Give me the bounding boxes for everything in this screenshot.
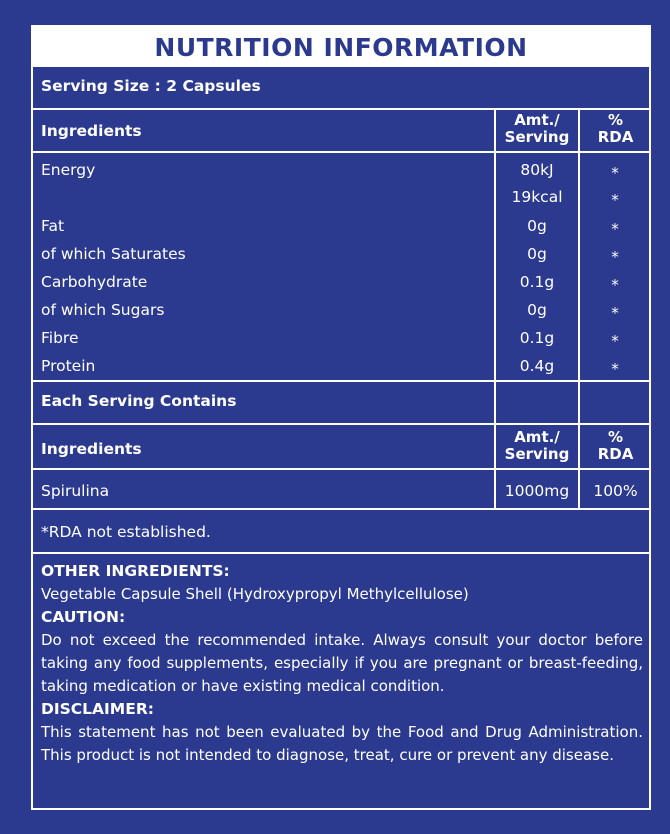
nutrient-name: Carbohydrate <box>41 273 148 291</box>
other-ingredients-section <box>41 560 643 767</box>
rda-header <box>580 429 651 463</box>
nutrient-amount: 0g <box>527 217 547 235</box>
nutrient-rda: * <box>611 304 619 322</box>
nutrient-rda: * <box>611 191 619 209</box>
caution-heading: CAUTION: <box>41 608 126 626</box>
nutrient-amount: 0.1g <box>519 329 555 347</box>
nutrient-name: Protein <box>41 357 96 375</box>
ingredient-amount: 1000mg <box>504 482 570 500</box>
rda-header-line2: RDA <box>597 445 634 463</box>
divider <box>33 151 649 153</box>
rda-header-line1: % <box>607 428 624 446</box>
nutrient-amount: 0g <box>527 245 547 263</box>
nutrient-rda: * <box>611 360 619 378</box>
column-divider <box>494 108 496 380</box>
amount-header-line1: Amt./ <box>514 111 560 129</box>
nutrient-amount: 0.4g <box>519 357 555 375</box>
nutrient-amount: 19kcal <box>511 188 563 206</box>
disclaimer-text: This statement has not been evaluated by the Food and Drug Administration. This product is not intended to diagnose, treat, cure or prevent any disease. <box>41 723 643 764</box>
nutrient-name: Fat <box>41 217 65 235</box>
divider <box>33 508 649 510</box>
nutrient-rda: * <box>611 332 619 350</box>
each-serving-heading: Each Serving Contains <box>41 392 237 410</box>
amount-header-line2: Serving <box>504 445 570 463</box>
ingredient-name: Spirulina <box>41 482 110 500</box>
nutrient-rda: * <box>611 276 619 294</box>
divider <box>33 380 649 382</box>
divider <box>33 552 649 554</box>
divider <box>33 108 649 110</box>
rda-header <box>580 112 651 146</box>
rda-header-line2: RDA <box>597 128 634 146</box>
ingredients-header: Ingredients <box>41 440 142 458</box>
nutrient-name: of which Saturates <box>41 245 186 263</box>
nutrient-name: Fibre <box>41 329 79 347</box>
amount-header-line1: Amt./ <box>514 428 560 446</box>
disclaimer-heading: DISCLAIMER: <box>41 700 154 718</box>
amount-per-serving-header <box>496 429 578 463</box>
rda-header-line1: % <box>607 111 624 129</box>
serving-size: Serving Size : 2 Capsules <box>41 77 261 95</box>
nutrient-rda: * <box>611 248 619 266</box>
ingredient-rda: 100% <box>593 482 638 500</box>
nutrient-amount: 0.1g <box>519 273 555 291</box>
column-divider <box>578 380 580 508</box>
nutrition-label <box>31 25 651 810</box>
divider <box>33 468 649 470</box>
nutrient-amount: 0g <box>527 301 547 319</box>
amount-per-serving-header <box>496 112 578 146</box>
nutrient-rda: * <box>611 164 619 182</box>
amount-header-line2: Serving <box>504 128 570 146</box>
divider <box>33 423 649 425</box>
rda-footnote: *RDA not established. <box>41 523 211 541</box>
other-ingredients-text: Vegetable Capsule Shell (Hydroxypropyl Methylcellulose) <box>41 585 469 603</box>
column-divider <box>494 380 496 508</box>
nutrient-rda: * <box>611 220 619 238</box>
page-title: NUTRITION INFORMATION <box>33 27 649 67</box>
ingredients-header: Ingredients <box>41 122 142 140</box>
other-ingredients-heading: OTHER INGREDIENTS: <box>41 562 230 580</box>
caution-text: Do not exceed the recommended intake. Always consult your doctor before taking any food supplements, especially if you are pregnant or breast-feeding, taking medication or have existing medical condition. <box>41 631 643 695</box>
column-divider <box>578 108 580 380</box>
nutrient-name: of which Sugars <box>41 301 165 319</box>
nutrient-name: Energy <box>41 161 96 179</box>
nutrient-amount: 80kJ <box>520 161 554 179</box>
